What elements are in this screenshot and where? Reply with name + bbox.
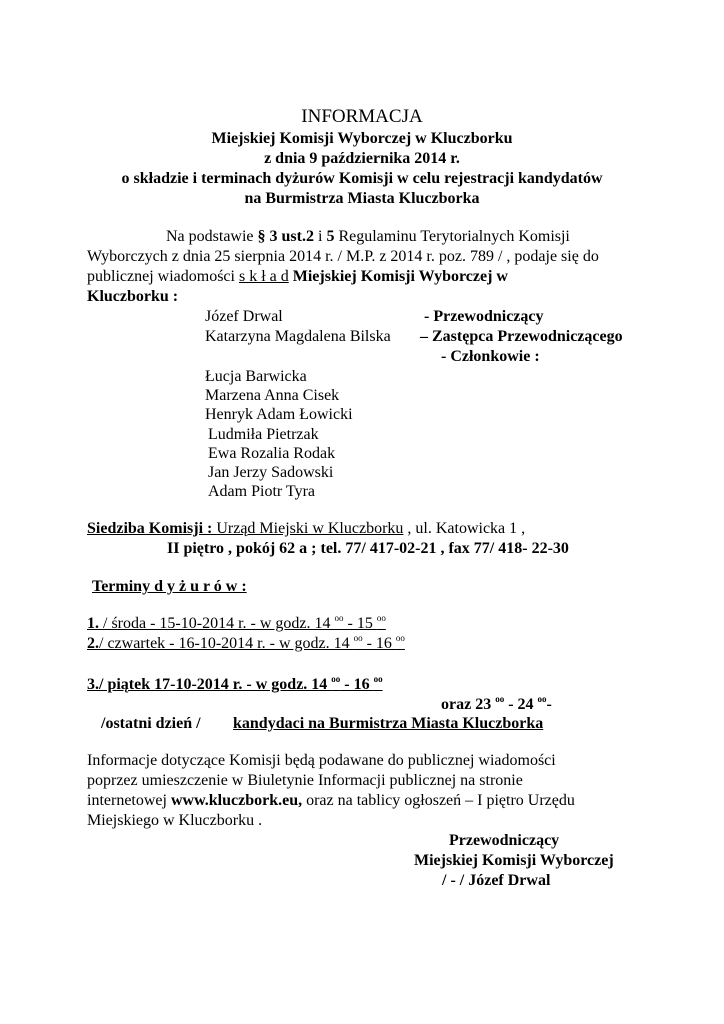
intro-line-2: Wyborczych z dnia 25 sierpnia 2014 r. / M.P. z 2014 r. poz. 789 / , podaje się do — [87, 248, 599, 265]
footer-line-3: internetowej www.kluczbork.eu, oraz na tablicy ogłoszeń – I piętro Urzędu — [87, 792, 575, 809]
footer-line-4: Miejskiego w Kluczborku . — [87, 812, 263, 829]
header-line-4: na Burmistrza Miasta Kluczborka — [244, 190, 480, 207]
duty-row-1: 1. / środa - 15-10-2014 r. - w godz. 14 $^{oo}$ - 15 $^{oo}$ — [87, 613, 386, 632]
intro-line-1: Na podstawie § 3 ust.2 i 5 Regulaminu Terytorialnych Komisji — [166, 228, 570, 245]
chair-role: - Przewodniczący — [424, 308, 544, 325]
intro-line-3: publicznej wiadomości s k ł a d Miejskiej Komisji Wyborczej w — [87, 268, 508, 285]
header-line-2: z dnia 9 października 2014 r. — [264, 150, 460, 167]
signature-title: Przewodniczący — [449, 832, 560, 849]
members-heading: - Członkowie : — [441, 348, 540, 365]
duty-row-3: 3./ piątek 17-10-2014 r. - w godz. 14 $^{oo}$ - 16 $^{oo}$ — [87, 674, 383, 693]
header-line-1: Miejskiej Komisji Wyborczej w Kluczborku — [211, 130, 513, 147]
document-title: INFORMACJA — [301, 106, 423, 127]
member-item: Ludmiła Pietrzak — [208, 426, 319, 443]
last-day-label: /ostatni dzień / — [101, 715, 201, 732]
member-item: Marzena Anna Cisek — [205, 387, 340, 404]
deputy-name: Katarzyna Magdalena Bilska — [205, 328, 391, 345]
footer-line-1: Informacje dotyczące Komisji będą podawane do publicznej wiadomości — [87, 752, 556, 769]
footer-line-2: poprzez umieszczenie w Biuletynie Informacji publicznej na stronie — [87, 772, 523, 789]
member-item: Adam Piotr Tyra — [208, 483, 316, 500]
signature-commission: Miejskiej Komisji Wyborczej — [414, 852, 614, 869]
member-item: Łucja Barwicka — [205, 368, 307, 385]
office-line-1: Siedziba Komisji : Urząd Miejski w Kluczborku , ul. Katowicka 1 , — [87, 520, 526, 537]
member-item: Jan Jerzy Sadowski — [208, 464, 334, 481]
member-item: Ewa Rozalia Rodak — [208, 445, 336, 462]
deputy-role: – Zastępca Przewodniczącego — [420, 328, 623, 345]
intro-line-4: Kluczborku : — [87, 288, 179, 305]
header-line-3: o składzie i terminach dyżurów Komisji w celu rejestracji kandydatów — [121, 170, 603, 187]
duty-heading: Terminy d y ż u r ó w : — [92, 578, 247, 595]
chair-name: Józef Drwal — [205, 308, 283, 325]
duty-row-3-extra: oraz 23 $^{oo}$ - 24 $^{oo}$- — [441, 694, 552, 713]
office-line-2: II piętro , pokój 62 a ; tel. 77/ 417-02-21 , fax 77/ 418- 22-30 — [167, 540, 569, 557]
last-day-note: kandydaci na Burmistrza Miasta Kluczborka — [233, 715, 544, 732]
website-link[interactable]: www.kluczbork.eu, — [170, 792, 303, 809]
duty-row-2: 2./ czwartek - 16-10-2014 r. - w godz. 14 $^{oo}$ - 16 $^{oo}$ — [87, 633, 405, 652]
member-item: Henryk Adam Łowicki — [205, 406, 353, 423]
signature-name: / - / Józef Drwal — [442, 872, 551, 889]
